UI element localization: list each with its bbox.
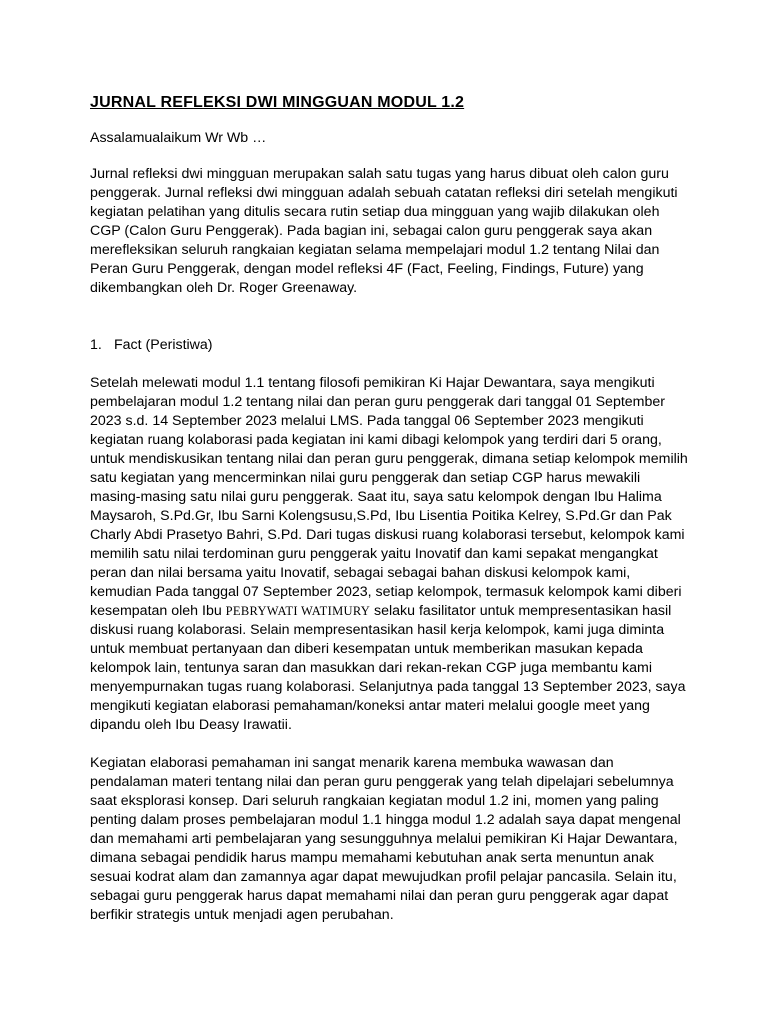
elaboration-paragraph: Kegiatan elaborasi pemahaman ini sangat menarik karena membuka wawasan dan pendalaman materi tentang nilai dan peran guru penggerak yang telah dipelajari sebelumnya saat eksplorasi konsep. Dari seluruh rangkaian kegiatan modul 1.2 ini, momen yang paling penting dalam proses pembelajaran modul 1.1 hingga modul 1.2 adalah saya dapat mengenal dan memahami arti pembelajaran yang sesungguhnya melalui pemikiran Ki Hajar Dewantara, dimana sebagai pendidik harus mampu memahami kebutuhan anak serta menuntun anak sesuai kodrat alam dan zamannya agar dapat mewujudkan profil pelajar pancasila. Selain itu, sebagai guru penggerak harus dapat memahami nilai dan peran guru penggerak agar dapat berfikir strategis untuk menjadi agen perubahan. xyxy=(90,755,681,923)
facilitator-name: PEBRYWATI WATIMURY xyxy=(225,604,371,618)
fact-paragraph-text-start: Setelah melewati modul 1.1 tentang filosofi pemikiran Ki Hajar Dewantara, saya mengikuti pembelajaran modul 1.2 tentang nilai dan peran guru penggerak dari tanggal 01 September 2023 s.d. 14 September 2023 melalui LMS. Pada tanggal 06 September 2023 mengikuti kegiatan ruang kolaborasi pada kegiatan ini kami dibagi kelompok yang terdiri dari 5 orang, untuk mendiskusikan tentang nilai dan peran guru penggerak, dimana setiap kelompok memilih satu kegiatan yang mencerminkan nilai guru penggerak dan setiap CGP harus mewakili masing-masing satu nilai guru penggerak. Saat itu, saya satu kelompok dengan Ibu Halima Maysaroh, S.Pd.Gr, Ibu Sarni Kolengsusu,S.Pd, Ibu Lisentia Poitika Kelrey, S.Pd.Gr dan Pak Charly Abdi Prasetyo Bahri, S.Pd. Dari tugas diskusi ruang kolaborasi tersebut, kelompok kami memilih satu nilai terdominan guru penggerak yaitu Inovatif dan kami sepakat mengangkat peran dan nilai bersama yaitu Inovatif, sebagai sebagai bahan diskusi kelompok kami, kemudian Pada tanggal 07 September 2023, setiap kelompok, termasuk kelompok kami diberi kesempatan oleh Ibu xyxy=(90,375,688,619)
intro-paragraph: Jurnal refleksi dwi mingguan merupakan salah satu tugas yang harus dibuat oleh calon guru penggerak. Jurnal refleksi dwi mingguan adalah sebuah catatan refleksi diri setelah mengikuti kegiatan pelatihan yang ditulis secara rutin setiap dua mingguan yang wajib dilakukan oleh CGP (Calon Guru Penggerak). Pada bagian ini, sebagai calon guru penggerak saya akan merefleksikan seluruh rangkaian kegiatan selama mempelajari modul 1.2 tentang Nilai dan Peran Guru Penggerak, dengan model refleksi 4F (Fact, Feeling, Findings, Future) yang dikembangkan oleh Dr. Roger Greenaway. xyxy=(90,166,678,296)
fact-paragraph xyxy=(90,374,690,735)
list-number: 1. xyxy=(90,337,102,353)
document-page xyxy=(90,93,690,944)
greeting-text: Assalamualaikum Wr Wb … xyxy=(90,130,267,146)
fact-paragraph-text-end: selaku fasilitator untuk mempresentasikan hasil diskusi ruang kolaborasi. Selain mempresentasikan hasil kerja kelompok, kami juga diminta untuk membuat pertanyaan dan diberi kesempatan untuk memberikan masukan kepada kelompok lain, tentunya saran dan masukkan dari rekan-rekan CGP juga membantu kami menyempurnakan tugas ruang kolaborasi. Selanjutnya pada tanggal 13 September 2023, saya mengikuti kegiatan elaborasi pemahaman/koneksi antar materi melalui google meet yang dipandu oleh Ibu Deasy Irawatii. xyxy=(90,603,686,733)
section-heading-text: Fact (Peristiwa) xyxy=(114,337,213,353)
section-heading-fact xyxy=(90,336,690,355)
document-title: JURNAL REFLEKSI DWI MINGGUAN MODUL 1.2 xyxy=(90,94,465,111)
